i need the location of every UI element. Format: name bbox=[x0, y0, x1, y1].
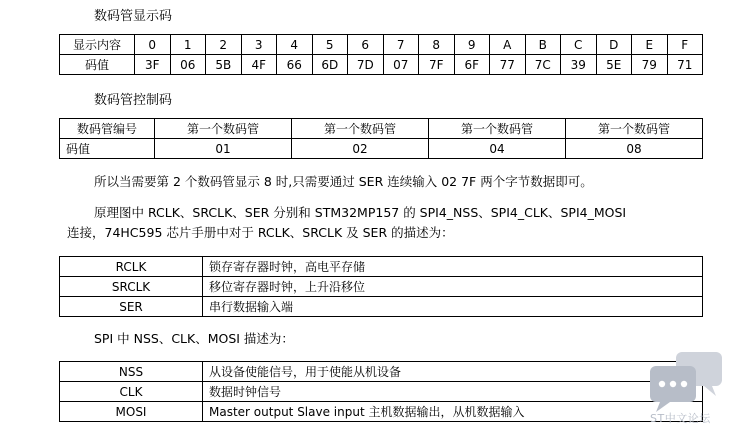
code-cell: 7F bbox=[419, 55, 455, 75]
signal-desc-cell: 串行数据输入端 bbox=[203, 297, 703, 317]
char-cell: C bbox=[561, 35, 597, 55]
signal-name-cell: SRCLK bbox=[60, 277, 203, 297]
code-cell: 39 bbox=[561, 55, 597, 75]
value-cell: 01 bbox=[155, 139, 292, 159]
paragraph-schematic-line2: 连接，74HC595 芯片手册中对于 RCLK、SRCLK 及 SER 的描述为： bbox=[67, 225, 454, 240]
code-cell: 7D bbox=[348, 55, 384, 75]
value-cell: 04 bbox=[429, 139, 566, 159]
char-cell: B bbox=[525, 35, 561, 55]
column-header-cell: 第一个数码管 bbox=[566, 119, 703, 139]
char-cell: 4 bbox=[277, 35, 313, 55]
value-label-cell: 码值 bbox=[60, 55, 135, 75]
value-cell: 08 bbox=[566, 139, 703, 159]
segment-control-table bbox=[59, 118, 703, 159]
value-label-cell: 码值 bbox=[60, 139, 155, 159]
header-label-cell: 显示内容 bbox=[60, 35, 135, 55]
char-cell: 5 bbox=[312, 35, 348, 55]
table-row bbox=[60, 55, 703, 75]
char-cell: 1 bbox=[170, 35, 206, 55]
char-cell: 7 bbox=[383, 35, 419, 55]
table-row bbox=[60, 297, 703, 317]
segment-display-title: 数码管显示码 bbox=[94, 9, 173, 24]
char-cell: 3 bbox=[241, 35, 277, 55]
paragraph-schematic-line1: 原理图中 RCLK、SRCLK、SER 分别和 STM32MP157 的 SPI4_NSS、SPI4_CLK、SPI4_MOSI bbox=[94, 205, 627, 220]
code-cell: 07 bbox=[383, 55, 419, 75]
paragraph-send-sequence: 所以当需要第 2 个数码管显示 8 时,只需要通过 SER 连续输入 02 7F 两个字节数据即可。 bbox=[94, 174, 593, 189]
code-cell: 7C bbox=[525, 55, 561, 75]
table-row bbox=[60, 35, 703, 55]
signal-name-cell: SER bbox=[60, 297, 203, 317]
code-cell: 77 bbox=[490, 55, 526, 75]
signal-name-cell: MOSI bbox=[60, 402, 203, 422]
signal-name-cell: CLK bbox=[60, 382, 203, 402]
table-row bbox=[60, 277, 703, 297]
table-row bbox=[60, 257, 703, 277]
code-cell: 71 bbox=[667, 55, 703, 75]
char-cell: 9 bbox=[454, 35, 490, 55]
table-row bbox=[60, 119, 703, 139]
hc595-signal-table bbox=[59, 256, 703, 317]
code-cell: 79 bbox=[632, 55, 668, 75]
code-cell: 5B bbox=[206, 55, 242, 75]
column-header-cell: 第一个数码管 bbox=[292, 119, 429, 139]
code-cell: 06 bbox=[170, 55, 206, 75]
code-cell: 6F bbox=[454, 55, 490, 75]
char-cell: 0 bbox=[135, 35, 171, 55]
column-header-cell: 第一个数码管 bbox=[155, 119, 292, 139]
value-cell: 02 bbox=[292, 139, 429, 159]
char-cell: E bbox=[632, 35, 668, 55]
column-header-cell: 第一个数码管 bbox=[429, 119, 566, 139]
signal-name-cell: NSS bbox=[60, 362, 203, 382]
char-cell: 2 bbox=[206, 35, 242, 55]
char-cell: A bbox=[490, 35, 526, 55]
watermark-text: ST中文论坛 bbox=[650, 412, 711, 425]
code-cell: 5E bbox=[596, 55, 632, 75]
char-cell: 6 bbox=[348, 35, 384, 55]
segment-control-title: 数码管控制码 bbox=[94, 93, 173, 108]
char-cell: D bbox=[596, 35, 632, 55]
char-cell: F bbox=[667, 35, 703, 55]
code-cell: 3F bbox=[135, 55, 171, 75]
table-row bbox=[60, 402, 703, 422]
paragraph-spi-desc: SPI 中 NSS、CLK、MOSI 描述为： bbox=[94, 331, 294, 346]
code-cell: 66 bbox=[277, 55, 313, 75]
spi-signal-table bbox=[59, 361, 703, 422]
signal-desc-cell: 移位寄存器时钟，上升沿移位 bbox=[203, 277, 703, 297]
code-cell: 4F bbox=[241, 55, 277, 75]
char-cell: 8 bbox=[419, 35, 455, 55]
signal-name-cell: RCLK bbox=[60, 257, 203, 277]
signal-desc-cell: 锁存寄存器时钟，高电平存储 bbox=[203, 257, 703, 277]
code-cell: 6D bbox=[312, 55, 348, 75]
header-label-cell: 数码管编号 bbox=[60, 119, 155, 139]
table-row bbox=[60, 382, 703, 402]
signal-desc-cell: 数据时钟信号 bbox=[203, 382, 703, 402]
table-row bbox=[60, 139, 703, 159]
table-row bbox=[60, 362, 703, 382]
segment-code-table bbox=[59, 34, 703, 75]
signal-desc-cell: Master output Slave input 主机数据输出，从机数据输入 bbox=[203, 402, 703, 422]
signal-desc-cell: 从设备使能信号，用于使能从机设备 bbox=[203, 362, 703, 382]
